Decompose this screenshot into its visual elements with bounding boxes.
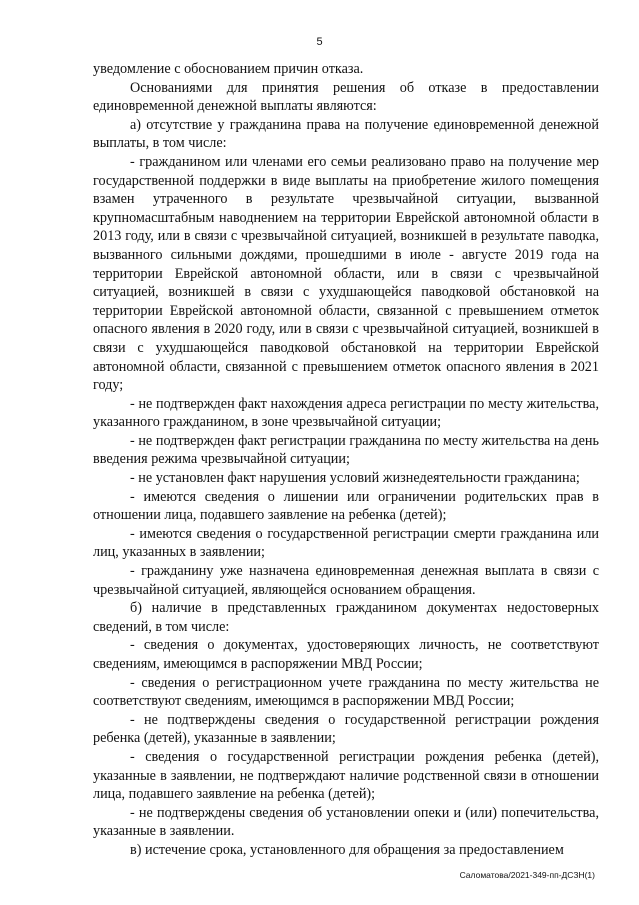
paragraph: - не подтвержден факт регистрации гражданина по месту жительства на день введения режима чрезвычайной ситуации; — [93, 432, 599, 468]
document-body — [93, 60, 599, 860]
paragraph: а) отсутствие у гражданина права на получение единовременной денежной выплаты, в том числе: — [93, 116, 599, 152]
paragraph: - сведения о государственной регистрации рождения ребенка (детей), указанные в заявлении, не подтверждают наличие родственной связи в отношении лица, подавшего заявление на ребенка (детей); — [93, 748, 599, 803]
paragraph: - имеются сведения о государственной регистрации смерти гражданина или лиц, указанных в заявлении; — [93, 525, 599, 561]
paragraph: - не подтверждены сведения об установлении опеки и (или) попечительства, указанные в заявлении. — [93, 804, 599, 840]
paragraph: уведомление с обоснованием причин отказа. — [93, 61, 364, 77]
document-footer: Саломатова/2021-349-пп-ДСЗН(1) — [459, 870, 595, 880]
paragraph: - имеются сведения о лишении или ограничении родительских прав в отношении лица, подавшего заявление на ребенка (детей); — [93, 488, 599, 524]
paragraph: - сведения о документах, удостоверяющих личность, не соответствуют сведениям, имеющимся в распоряжении МВД России; — [93, 637, 599, 672]
paragraph: - гражданином или членами его семьи реализовано право на получение мер государственной поддержки в виде выплаты на приобретение жилого помещения взамен утраченного в результате чрезвычайной ситуации, вызванной крупномасштабным наводнением на территории Еврейской автономной области в 2013 году, или в связи с чрезвычайной ситуацией, возникшей в результате паводка, вызванного сильными дождями, прошедшими в июле - августе 2019 года на территории Еврейской автономной области, или в связи с чрезвычайной ситуацией, возникшей в связи с ухудшающейся паводковой обстановкой на территории Еврейской автономной области, связанной с превышением отметок опасного явления в 2020 году, или в связи с чрезвычайной ситуацией, возникшей в связи с ухудшающейся паводковой обстановкой на территории Еврейской автономной области, связанной с превышением отметок опасного явления в 2021 году; — [93, 153, 599, 394]
paragraph: в) истечение срока, установленного для обращения за предоставлением — [130, 841, 564, 858]
paragraph: - не подтвержден факт нахождения адреса регистрации по месту жительства, указанного гражданином, в зоне чрезвычайной ситуации; — [93, 395, 599, 431]
page-number: 5 — [316, 36, 323, 48]
paragraph: Основаниями для принятия решения об отказе в предоставлении единовременной денежной выплаты являются: — [93, 79, 599, 115]
paragraph: - сведения о регистрационном учете гражданина по месту жительства не соответствуют сведениям, имеющимся в распоряжении МВД России; — [93, 674, 599, 710]
paragraph: б) наличие в представленных гражданином документах недостоверных сведений, в том числе: — [93, 600, 599, 635]
paragraph: - не установлен факт нарушения условий жизнедеятельности гражданина; — [130, 470, 580, 487]
paragraph: - гражданину уже назначена единовременная денежная выплата в связи с чрезвычайной ситуацией, являющейся основанием обращения. — [93, 563, 599, 598]
paragraph: - не подтверждены сведения о государственной регистрации рождения ребенка (детей), указанные в заявлении; — [93, 711, 599, 747]
